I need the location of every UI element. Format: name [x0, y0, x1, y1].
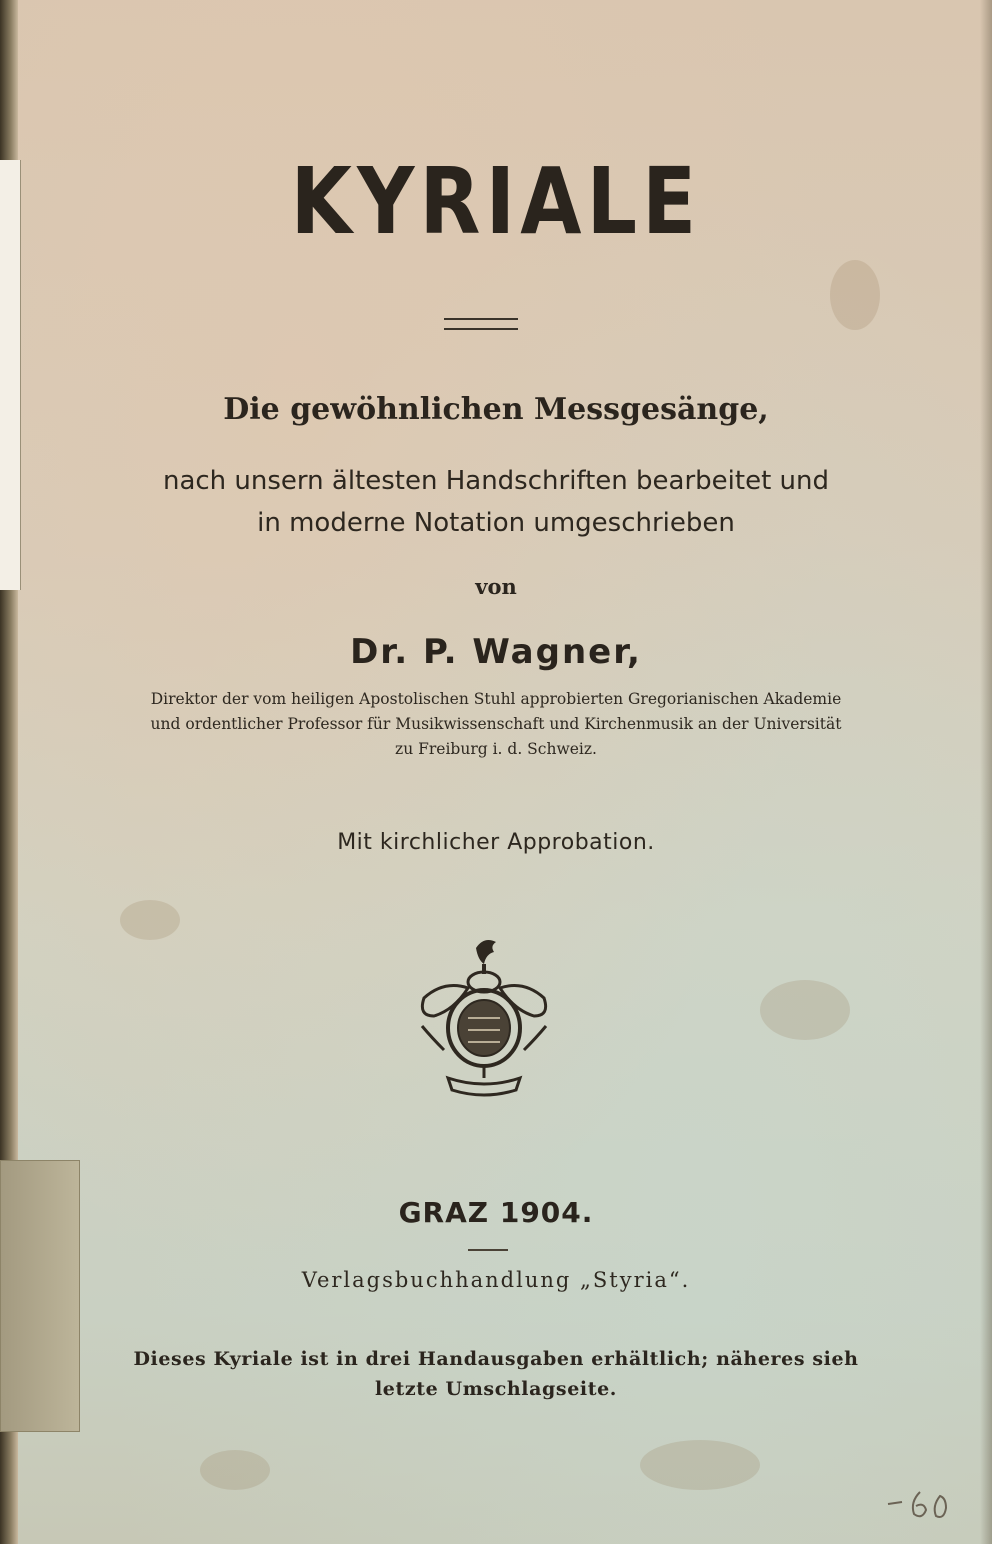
author-name: Dr. P. Wagner,	[350, 632, 642, 672]
publisher-name: Verlagsbuchhandlung „Styria“.	[301, 1268, 691, 1292]
description-line: in moderne Notation umgeschrieben	[257, 508, 735, 538]
publisher-crest-icon	[404, 930, 564, 1100]
book-subtitle: Die gewöhnlichen Messgesänge,	[223, 392, 769, 427]
edition-note: Dieses Kyriale ist in drei Handausgaben erhältlich; näheres sieh	[133, 1348, 859, 1370]
by-label: von	[475, 574, 517, 599]
divider	[468, 1249, 508, 1251]
author-affiliation: Direktor der vom heiligen Apostolischen Stuhl approbierten Gregorianischen Akademie	[150, 690, 842, 708]
place-and-year: GRAZ 1904.	[398, 1196, 594, 1229]
author-affiliation: und ordentlicher Professor für Musikwissenschaft und Kirchenmusik an der Universität	[150, 715, 842, 733]
description-line: nach unsern ältesten Handschriften bearbeitet und	[162, 466, 830, 496]
book-title: KYRIALE	[290, 148, 702, 255]
page-edge-shadow	[980, 0, 992, 1544]
edition-note: letzte Umschlagseite.	[374, 1378, 617, 1400]
approbation-note: Mit kirchlicher Approbation.	[337, 830, 655, 855]
pencil-price-mark	[880, 1480, 960, 1530]
author-affiliation: zu Freiburg i. d. Schweiz.	[395, 740, 597, 758]
title-divider	[444, 318, 518, 330]
